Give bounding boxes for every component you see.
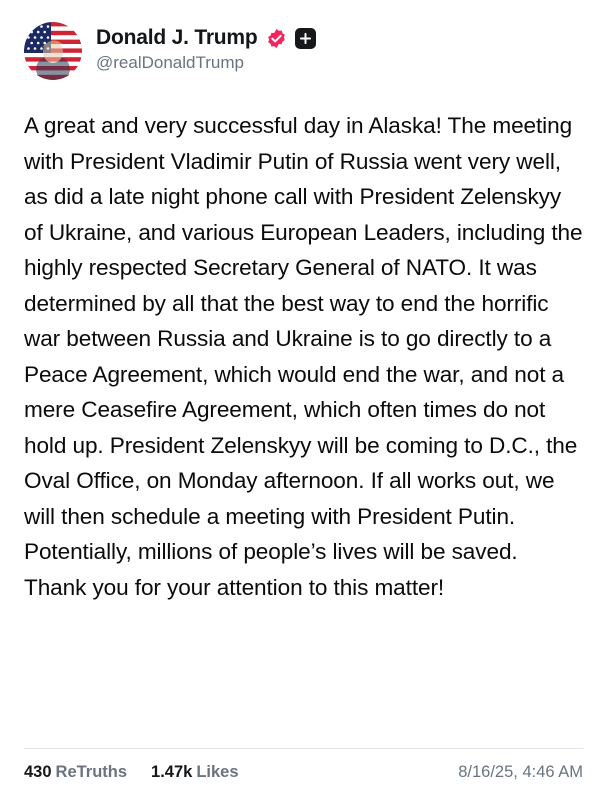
avatar[interactable] <box>24 22 82 80</box>
post-header <box>24 22 583 86</box>
author-handle[interactable]: @realDonaldTrump <box>96 53 244 72</box>
author-name-row <box>96 26 316 50</box>
verified-check-icon <box>266 28 287 49</box>
truth-plus-icon <box>295 28 316 49</box>
retruths-count: 430 <box>24 763 52 781</box>
post-stats-bar <box>24 748 583 800</box>
likes-stat[interactable] <box>151 763 239 782</box>
post-timestamp: 8/16/25, 4:46 AM <box>458 763 583 781</box>
author-display-name: Donald J. Trump <box>96 26 258 49</box>
retruths-stat[interactable] <box>24 763 127 782</box>
post-body-text: A great and very successful day in Alaska! The meeting with President Vladimir Putin of Russia went very well, as did a late night phone call with President Zelenskyy of Ukraine, and various European Leaders, including the highly respected Secretary General of NATO. It was determined by all that the best way to end the horrific war between Russia and Ukraine is to go directly to a Peace Agreement, which would end the war, and not a mere Ceasefire Agreement, which often times do not hold up. President Zelenskyy will be coming to D.C., the Oval Office, on Monday afternoon. If all works out, we will then schedule a meeting with President Putin. Potentially, millions of people’s lives will be saved. Thank you for your attention to this matter! <box>24 113 583 600</box>
retruths-label: ReTruths <box>55 763 128 781</box>
likes-count: 1.47k <box>151 763 193 781</box>
author-identity <box>96 22 316 73</box>
likes-label: Likes <box>196 763 239 781</box>
